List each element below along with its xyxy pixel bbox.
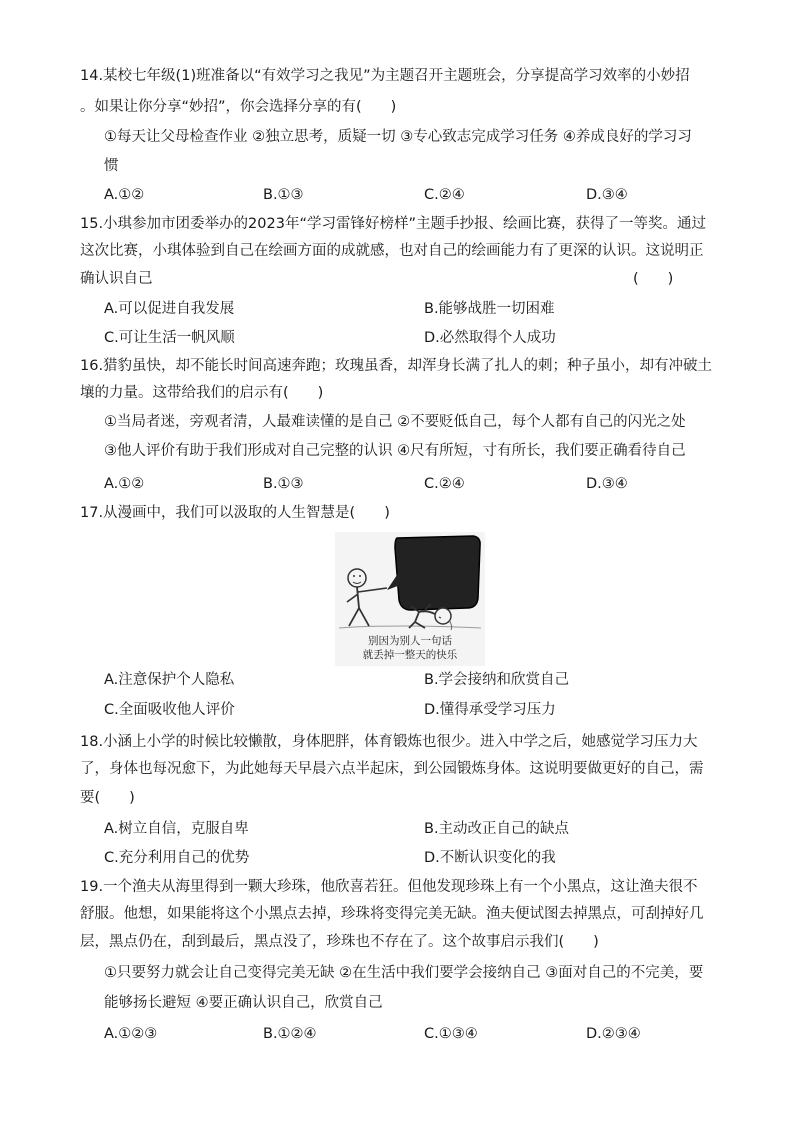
cartoon-drawing	[335, 532, 485, 666]
question-15-option-d[interactable]: D.必然取得个人成功	[424, 330, 556, 346]
question-16-line-1: 16.猎豹虽快，却不能长时间高速奔跑；玫瑰虽香，却浑身长满了扎人的刺；种子虽小，却有冲破土	[80, 358, 713, 374]
question-16-option-a[interactable]: A.①②	[104, 476, 145, 492]
question-14-option-c[interactable]: C.②④	[424, 187, 465, 203]
question-16-option-b[interactable]: B.①③	[263, 476, 304, 492]
question-19-line-1: 19.一个渔夫从海里得到一颗大珍珠，他欣喜若狂。但他发现珍珠上有一个小黑点，这让渔夫很不	[80, 879, 698, 895]
question-15-line-1: 15.小琪参加市团委举办的2023年“学习雷锋好榜样”主题手抄报、绘画比赛，获得了一等奖。通过	[80, 216, 706, 232]
question-19-statements-line-1: ①只要努力就会让自己变得完美无缺 ②在生活中我们要学会接纳自己 ③面对自己的不完美，要	[104, 965, 704, 981]
question-19-line-3: 层，黑点仍在，刮到最后，黑点没了，珍珠也不存在了。这个故事启示我们( )	[80, 934, 599, 950]
question-16-option-c[interactable]: C.②④	[424, 476, 465, 492]
question-19-option-b[interactable]: B.①②④	[263, 1026, 317, 1042]
question-16-option-d[interactable]: D.③④	[586, 476, 628, 492]
question-19-option-c[interactable]: C.①③④	[424, 1026, 478, 1042]
question-14-option-d[interactable]: D.③④	[586, 187, 628, 203]
question-18-line-1: 18.小涵上小学的时候比较懒散，身体肥胖，体育锻炼也很少。进入中学之后，她感觉学习压力大	[80, 734, 698, 750]
question-19-option-d[interactable]: D.②③④	[586, 1026, 641, 1042]
cartoon-caption-line-1: 别因为别人一句话	[368, 635, 452, 647]
cartoon-image	[335, 532, 485, 666]
question-14-line-1: 14.某校七年级(1)班准备以“有效学习之我见”为主题召开主题班会，分享提高学习效率的小妙招	[80, 68, 690, 84]
question-17-option-a[interactable]: A.注意保护个人隐私	[104, 672, 235, 688]
question-19-line-2: 舒服。他想，如果能将这个小黑点去掉，珍珠将变得完美无缺。渔夫便试图去掉黑点，可刮掉好几	[80, 906, 704, 922]
question-15-line-3: 确认识自己	[80, 271, 153, 287]
question-16-statements-line-1: ①当局者迷，旁观者清，人最难读懂的是自己 ②不要贬低自己，每个人都有自己的闪光之处	[104, 414, 686, 430]
question-17-option-b[interactable]: B.学会接纳和欣赏自己	[424, 672, 570, 688]
question-14-statements-line-2: 惯	[104, 158, 119, 174]
question-15-option-c[interactable]: C.可让生活一帆风顺	[104, 330, 235, 346]
question-17-line-1: 17.从漫画中，我们可以汲取的人生智慧是( )	[80, 505, 390, 521]
question-15-option-b[interactable]: B.能够战胜一切困难	[424, 301, 555, 317]
question-18-option-a[interactable]: A.树立自信，克服自卑	[104, 821, 249, 837]
question-16-line-2: 壤的力量。这带给我们的启示有( )	[80, 385, 324, 401]
question-14-option-a[interactable]: A.①②	[104, 187, 145, 203]
question-15-answer-paren: ( )	[633, 271, 674, 287]
question-17-option-c[interactable]: C.全面吸收他人评价	[104, 702, 235, 718]
question-18-line-2: 了，身体也每况愈下，为此她每天早晨六点半起床，到公园锻炼身体。这说明要做更好的自己，需	[80, 761, 704, 777]
question-18-option-b[interactable]: B.主动改正自己的缺点	[424, 821, 570, 837]
question-14-option-b[interactable]: B.①③	[263, 187, 304, 203]
question-18-option-c[interactable]: C.充分利用自己的优势	[104, 850, 250, 866]
question-14-line-2: 。如果让你分享“妙招”，你会选择分享的有( )	[80, 99, 397, 115]
question-14-statements-line-1: ①每天让父母检查作业 ②独立思考，质疑一切 ③专心致志完成学习任务 ④养成良好的学习习	[104, 129, 692, 145]
question-18-line-3: 要( )	[80, 790, 135, 806]
question-15-option-a[interactable]: A.可以促进自我发展	[104, 301, 235, 317]
question-19-option-a[interactable]: A.①②③	[104, 1026, 158, 1042]
question-17-option-d[interactable]: D.懂得承受学习压力	[424, 702, 556, 718]
question-19-statements-line-2: 能够扬长避短 ④要正确认识自己，欣赏自己	[104, 995, 383, 1011]
question-16-statements-line-2: ③他人评价有助于我们形成对自己完整的认识 ④尺有所短，寸有所长，我们要正确看待自己	[104, 443, 686, 459]
question-18-option-d[interactable]: D.不断认识变化的我	[424, 850, 556, 866]
question-15-line-2: 这次比赛，小琪体验到自己在绘画方面的成就感，也对自己的绘画能力有了更深的认识。这说明正	[80, 243, 704, 259]
cartoon-caption-line-2: 就丢掉一整天的快乐	[362, 649, 458, 661]
